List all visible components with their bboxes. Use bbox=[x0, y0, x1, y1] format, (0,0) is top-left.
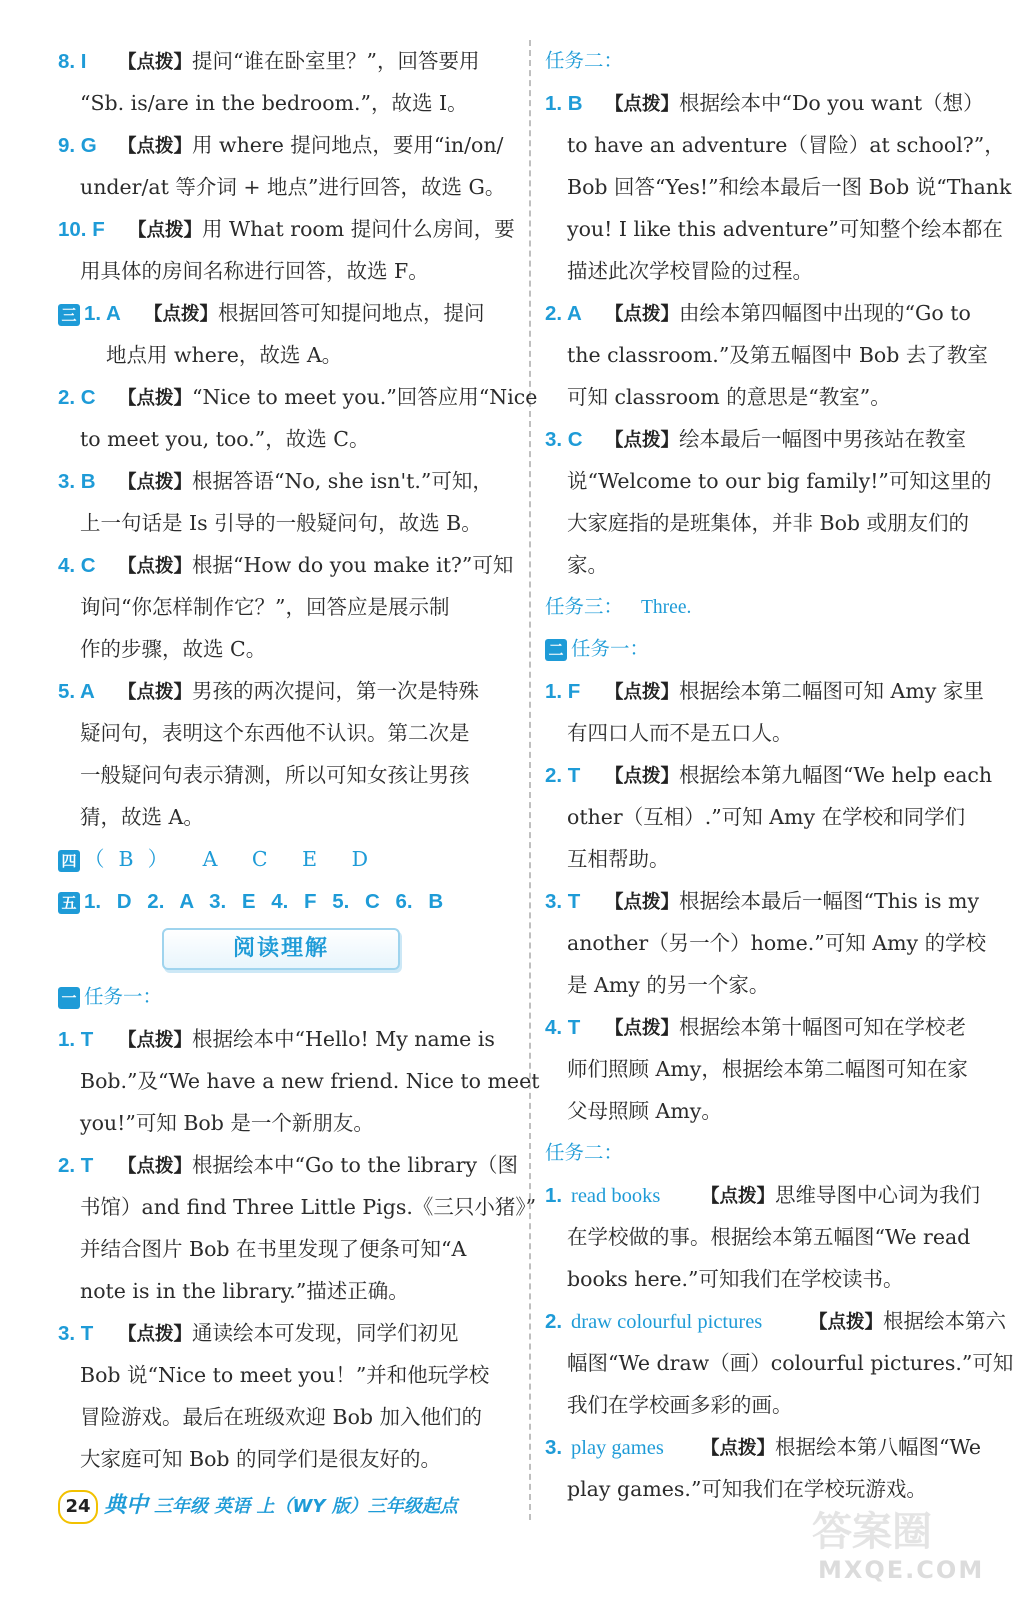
answer-number: 3. bbox=[545, 1436, 563, 1459]
answer-line: under/at 等介词 + 地点”进行回答，故选 G。 bbox=[80, 175, 506, 199]
answer-line: 冒险游戏。最后在班级欢迎 Bob 加入他们的 bbox=[80, 1405, 483, 1429]
answer-number: 1. F bbox=[545, 680, 581, 703]
answer-text: 根据绘本第十幅图可知在学校老 bbox=[679, 1015, 967, 1039]
section-badge: 一 bbox=[58, 987, 80, 1009]
section-badge: 四 bbox=[58, 850, 80, 872]
hint-tag: 【点拨】 bbox=[605, 304, 680, 325]
answer-text: 提问“谁在卧室里？”，回答要用 bbox=[192, 49, 480, 73]
hint-tag: 【点拨】 bbox=[605, 94, 680, 115]
hint-tag: 【点拨】 bbox=[118, 52, 193, 73]
hint-tag: 【点拨】 bbox=[701, 1438, 776, 1459]
answer-line: 在学校做的事。根据绘本第五幅图“We read bbox=[567, 1225, 971, 1249]
answer-line: 书馆）and find Three Little Pigs.《三只小猪》” bbox=[80, 1195, 537, 1219]
answer-text: 根据绘本第九幅图“We help each bbox=[679, 763, 993, 787]
answer-line: you! I like this adventure”可知整个绘本都在 bbox=[567, 217, 1003, 241]
answer-line: 上一句话是 Is 引导的一般疑问句，故选 B。 bbox=[80, 511, 482, 535]
answer-number: 2. C bbox=[58, 386, 96, 409]
task-heading bbox=[545, 628, 995, 670]
hint-tag: 【点拨】 bbox=[118, 1156, 193, 1177]
answer-line: 用具体的房间名称进行回答，故选 F。 bbox=[80, 259, 429, 283]
brand-logo: 典中 bbox=[104, 1493, 149, 1518]
task-heading bbox=[58, 976, 514, 1018]
answer-line: 描述此次学校冒险的过程。 bbox=[567, 259, 813, 283]
hint-tag: 【点拨】 bbox=[118, 388, 193, 409]
answer-text: 通读绘本可发现，同学们初见 bbox=[192, 1321, 459, 1345]
answer-text: 根据“How do you make it?”可知 bbox=[192, 553, 514, 577]
answer-number: 5. A bbox=[58, 680, 95, 703]
task-heading bbox=[545, 586, 995, 628]
column-divider bbox=[529, 40, 531, 1520]
answer-text: 用 What room 提问什么房间，要 bbox=[202, 217, 515, 241]
answer-line: 是 Amy 的另一个家。 bbox=[567, 973, 770, 997]
answer-line bbox=[545, 1174, 995, 1216]
answer-line: Bob 说“Nice to meet you！”并和他玩学校 bbox=[80, 1363, 490, 1387]
answer-number: 3. B bbox=[58, 470, 96, 493]
answer-number: 1. B bbox=[545, 92, 583, 115]
answer-number: 3. T bbox=[58, 1322, 94, 1345]
answer-line: books here.”可知我们在学校读书。 bbox=[567, 1267, 904, 1291]
hint-tag: 【点拨】 bbox=[605, 892, 680, 913]
answer-text: 由绘本第四幅图中出现的“Go to bbox=[679, 301, 971, 325]
fill-answer: play games bbox=[571, 1437, 664, 1459]
answer-number: 4. T bbox=[545, 1016, 581, 1039]
answer-line: 父母照顾 Amy。 bbox=[567, 1099, 722, 1123]
answer-number: 3. C bbox=[545, 428, 583, 451]
answer-line: the classroom.”及第五幅图中 Bob 去了教室 bbox=[567, 343, 988, 367]
hint-tag: 【点拨】 bbox=[701, 1186, 776, 1207]
answer-line bbox=[58, 376, 538, 418]
fill-answer: draw colourful pictures bbox=[571, 1311, 763, 1333]
answer-line bbox=[545, 1426, 995, 1468]
page-footer bbox=[58, 1488, 458, 1524]
answer-text: 思维导图中心词为我们 bbox=[775, 1183, 981, 1207]
left-column bbox=[58, 40, 540, 1480]
answer-line: play games.”可知我们在学校玩游戏。 bbox=[567, 1477, 927, 1501]
answer-text: 根据答语“No, she isn't.”可知， bbox=[192, 469, 493, 493]
answer-number: 2. T bbox=[545, 764, 581, 787]
answer-line: 一般疑问句表示猜测，所以可知女孩让男孩 bbox=[80, 763, 470, 787]
answer-line bbox=[545, 292, 995, 334]
answer-line bbox=[58, 1018, 514, 1060]
answer-text: 1. D 2. A 3. E 4. F 5. C 6. B bbox=[84, 890, 444, 913]
answer-line: 我们在学校画多彩的画。 bbox=[567, 1393, 793, 1417]
hint-tag: 【点拨】 bbox=[118, 556, 193, 577]
answer-line bbox=[58, 208, 514, 250]
answer-line: 猜，故选 A。 bbox=[80, 805, 204, 829]
answer-number: 1. T bbox=[58, 1028, 94, 1051]
hint-tag: 【点拨】 bbox=[118, 1324, 193, 1345]
task-heading: 任务二： bbox=[545, 1141, 624, 1164]
task-heading: 任务二： bbox=[545, 49, 624, 72]
answer-number: 4. C bbox=[58, 554, 96, 577]
answer-line: 疑问句，表明这个东西他不认识。第二次是 bbox=[80, 721, 470, 745]
answer-line: 大家庭可知 Bob 的同学们是很友好的。 bbox=[80, 1447, 442, 1471]
answer-line: another（另一个）home.”可知 Amy 的学校 bbox=[567, 931, 987, 955]
answer-line bbox=[58, 670, 514, 712]
answer-line: 师们照顾 Amy，根据绘本第二幅图可知在家 bbox=[567, 1057, 968, 1081]
answer-line: to meet you, too.”，故选 C。 bbox=[80, 427, 370, 451]
answer-number: 2. A bbox=[545, 302, 582, 325]
fill-answer: read books bbox=[571, 1185, 661, 1207]
watermark-url: MXQE.COM bbox=[818, 1556, 985, 1584]
answer-text: 根据绘本第六 bbox=[883, 1309, 1007, 1333]
answer-line bbox=[58, 544, 514, 586]
answer-line: 作的步骤，故选 C。 bbox=[80, 637, 267, 661]
answer-line bbox=[58, 1144, 519, 1186]
answer-number: 2. bbox=[545, 1310, 563, 1333]
answer-line: “Sb. is/are in the bedroom.”，故选 I。 bbox=[80, 91, 468, 115]
hint-tag: 【点拨】 bbox=[118, 682, 193, 703]
answer-line bbox=[58, 40, 514, 82]
answer-line bbox=[545, 1300, 1007, 1342]
answer-line bbox=[58, 460, 514, 502]
answer-line: 询问“你怎样制作它？”，回答应是展示制 bbox=[80, 595, 450, 619]
section-badge: 二 bbox=[545, 639, 567, 661]
answer-line bbox=[545, 1006, 995, 1048]
task-label: 任务一： bbox=[571, 637, 650, 660]
answer-line: 互相帮助。 bbox=[567, 847, 670, 871]
answer-line bbox=[58, 838, 514, 880]
answer-line: 说“Welcome to our big family!”可知这里的 bbox=[567, 469, 992, 493]
hint-tag: 【点拨】 bbox=[809, 1312, 884, 1333]
answer-text: 男孩的两次提问，第一次是特殊 bbox=[192, 679, 480, 703]
answer-text: 根据绘本中“Go to the library（图 bbox=[192, 1153, 519, 1177]
answer-number: 2. T bbox=[58, 1154, 94, 1177]
answer-number: 3. T bbox=[545, 890, 581, 913]
answer-number: 1. A bbox=[84, 302, 121, 325]
answer-line bbox=[545, 418, 995, 460]
answer-line bbox=[545, 754, 995, 796]
section-badge: 五 bbox=[58, 892, 80, 914]
answer-line: Bob 回答“Yes!”和绘本最后一图 Bob 说“Thank bbox=[567, 175, 1012, 199]
hint-tag: 【点拨】 bbox=[605, 430, 680, 451]
answer-line bbox=[545, 670, 995, 712]
section-title: 阅读理解 bbox=[162, 928, 400, 970]
right-column bbox=[545, 40, 1014, 1510]
hint-tag: 【点拨】 bbox=[144, 304, 219, 325]
answer-text: （B） A C E D bbox=[84, 847, 383, 871]
answer-text: 根据绘本中“Do you want（想） bbox=[679, 91, 984, 115]
hint-tag: 【点拨】 bbox=[605, 766, 680, 787]
answer-line: 幅图“We draw（画）colourful pictures.”可知 bbox=[567, 1351, 1014, 1375]
answer-line bbox=[545, 880, 995, 922]
answer-text: 根据绘本最后一幅图“This is my bbox=[679, 889, 980, 913]
answer-line: 并结合图片 Bob 在书里发现了便条可知“A bbox=[80, 1237, 467, 1261]
answer-line: 家。 bbox=[567, 553, 608, 577]
watermark-logo: 答案圈 bbox=[812, 1509, 932, 1555]
answer-line: other（互相）.”可知 Amy 在学校和同学们 bbox=[567, 805, 966, 829]
answer-line bbox=[58, 124, 514, 166]
answer-number: 9. G bbox=[58, 134, 97, 157]
answer-line: note is in the library.”描述正确。 bbox=[80, 1279, 409, 1303]
answer-line bbox=[58, 292, 514, 334]
answer-line: 地点用 where，故选 A。 bbox=[106, 343, 343, 367]
hint-tag: 【点拨】 bbox=[118, 136, 193, 157]
answer-text: 绘本最后一幅图中男孩站在教室 bbox=[679, 427, 967, 451]
hint-tag: 【点拨】 bbox=[118, 472, 193, 493]
page-number: 24 bbox=[58, 1490, 98, 1524]
hint-tag: 【点拨】 bbox=[118, 1030, 193, 1051]
answer-text: 根据绘本中“Hello! My name is bbox=[192, 1027, 495, 1051]
hint-tag: 【点拨】 bbox=[605, 1018, 680, 1039]
hint-tag: 【点拨】 bbox=[605, 682, 680, 703]
section-badge: 三 bbox=[58, 304, 80, 326]
answer-number: 1. bbox=[545, 1184, 563, 1207]
footer-text: 三年级 英语 上（WY 版）三年级起点 bbox=[154, 1496, 458, 1517]
answer-line: 有四口人而不是五口人。 bbox=[567, 721, 793, 745]
answer-text: 根据绘本第八幅图“We bbox=[775, 1435, 982, 1459]
answer-text: 根据绘本第二幅图可知 Amy 家里 bbox=[679, 679, 984, 703]
task-label: 任务一： bbox=[84, 985, 163, 1008]
answer-text: 根据回答可知提问地点，提问 bbox=[218, 301, 485, 325]
answer-line: 可知 classroom 的意思是“教室”。 bbox=[567, 385, 891, 409]
answer-line bbox=[58, 880, 514, 922]
answer-line bbox=[58, 1312, 514, 1354]
answer-line: to have an adventure（冒险）at school?”， bbox=[567, 133, 1005, 157]
task-label: 任务三： bbox=[545, 595, 624, 618]
hint-tag: 【点拨】 bbox=[128, 220, 203, 241]
answer-line: you!”可知 Bob 是一个新朋友。 bbox=[80, 1111, 374, 1135]
answer-number: 8. I bbox=[58, 50, 87, 73]
answer-line bbox=[545, 82, 995, 124]
answer-text: 用 where 提问地点，要用“in/on/ bbox=[192, 133, 504, 157]
task-answer: Three. bbox=[641, 597, 692, 618]
answer-number: 10. F bbox=[58, 218, 105, 241]
answer-line: Bob.”及“We have a new friend. Nice to meet bbox=[80, 1069, 540, 1093]
answer-text: “Nice to meet you.”回答应用“Nice bbox=[192, 385, 538, 409]
answer-line: 大家庭指的是班集体，并非 Bob 或朋友们的 bbox=[567, 511, 970, 535]
